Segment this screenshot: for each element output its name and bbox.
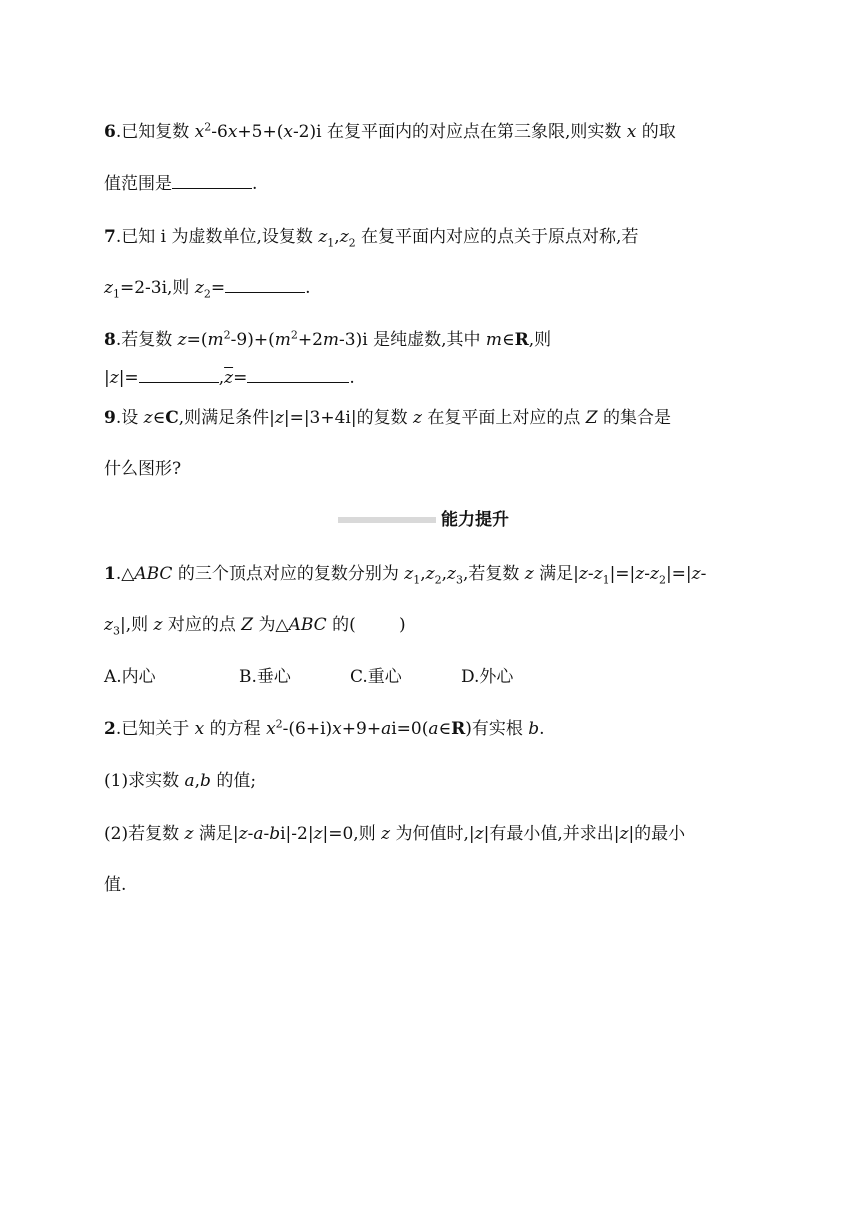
q9-line1: 9.设 z∈C,则满足条件|z|=|3+4i|的复数 z 在复平面上对应的点 Z 的集合是 xyxy=(104,408,672,428)
question-number: 9 xyxy=(104,408,116,428)
option-d[interactable]: D.外心 xyxy=(461,667,514,687)
section-title: 能力提升 xyxy=(441,510,509,530)
answer-blank[interactable] xyxy=(225,276,305,293)
section-header xyxy=(338,508,520,532)
q9-line2: 什么图形? xyxy=(104,459,182,479)
answer-blank[interactable] xyxy=(247,366,349,383)
q8-line1: 8.若复数 $z=(m^2-9)+(m^2+2m-3)i$ 是纯虚数,其中 m∈R,则 xyxy=(104,328,552,350)
p2-line1: 2.已知关于 x 的方程 $x^2-(6+i)x+9+ai=0(a\in R)$有实根 b. xyxy=(104,717,545,739)
question-number: 8 xyxy=(104,330,116,350)
q7-line1: 7.已知 i 为虚数单位,设复数 $z_1,z_2$ 在复平面内对应的点关于原点对称,若 xyxy=(104,227,639,250)
p1-line1: 1.△ABC 的三个顶点对应的复数分别为 $z_1,z_2,z_3$,若复数 z 满足$|z-z_1|=|z-z_2|=|z-$ xyxy=(104,564,707,587)
p2-sub2-line1: (2)若复数 z 满足|z-a-bi|-2|z|=0,则 z 为何值时,|z|有最小值,并求出|z|的最小 xyxy=(104,824,686,844)
q8-line2: $|z|= ,\overline{z}=$ . xyxy=(104,368,355,388)
question-number: 6 xyxy=(104,122,116,142)
p1-options xyxy=(104,665,604,689)
p1-line2: $z_3|$,则 z 对应的点 Z 为△ABC 的( ) xyxy=(104,615,406,638)
question-number: 2 xyxy=(104,719,116,739)
question-number: 7 xyxy=(104,227,116,247)
q6-line2: 值范围是 . xyxy=(104,174,258,194)
question-number: 1 xyxy=(104,564,116,584)
option-b[interactable]: B.垂心 xyxy=(239,667,291,687)
p2-sub2-line2: 值. xyxy=(104,875,127,895)
q6-line1: 6.已知复数 $x^2-6x+5+(x-2)i$ 在复平面内的对应点在第三象限,则实数 x 的取 xyxy=(104,120,676,142)
q7-line2: $z_1=2-3i$,则 $z_2=$ . xyxy=(104,278,311,301)
section-bar xyxy=(338,517,436,523)
answer-blank[interactable] xyxy=(139,366,219,383)
option-c[interactable]: C.重心 xyxy=(350,667,402,687)
p2-sub1: (1)求实数 a,b 的值; xyxy=(104,771,257,791)
answer-blank[interactable] xyxy=(172,172,252,189)
option-a[interactable]: A.内心 xyxy=(104,667,156,687)
